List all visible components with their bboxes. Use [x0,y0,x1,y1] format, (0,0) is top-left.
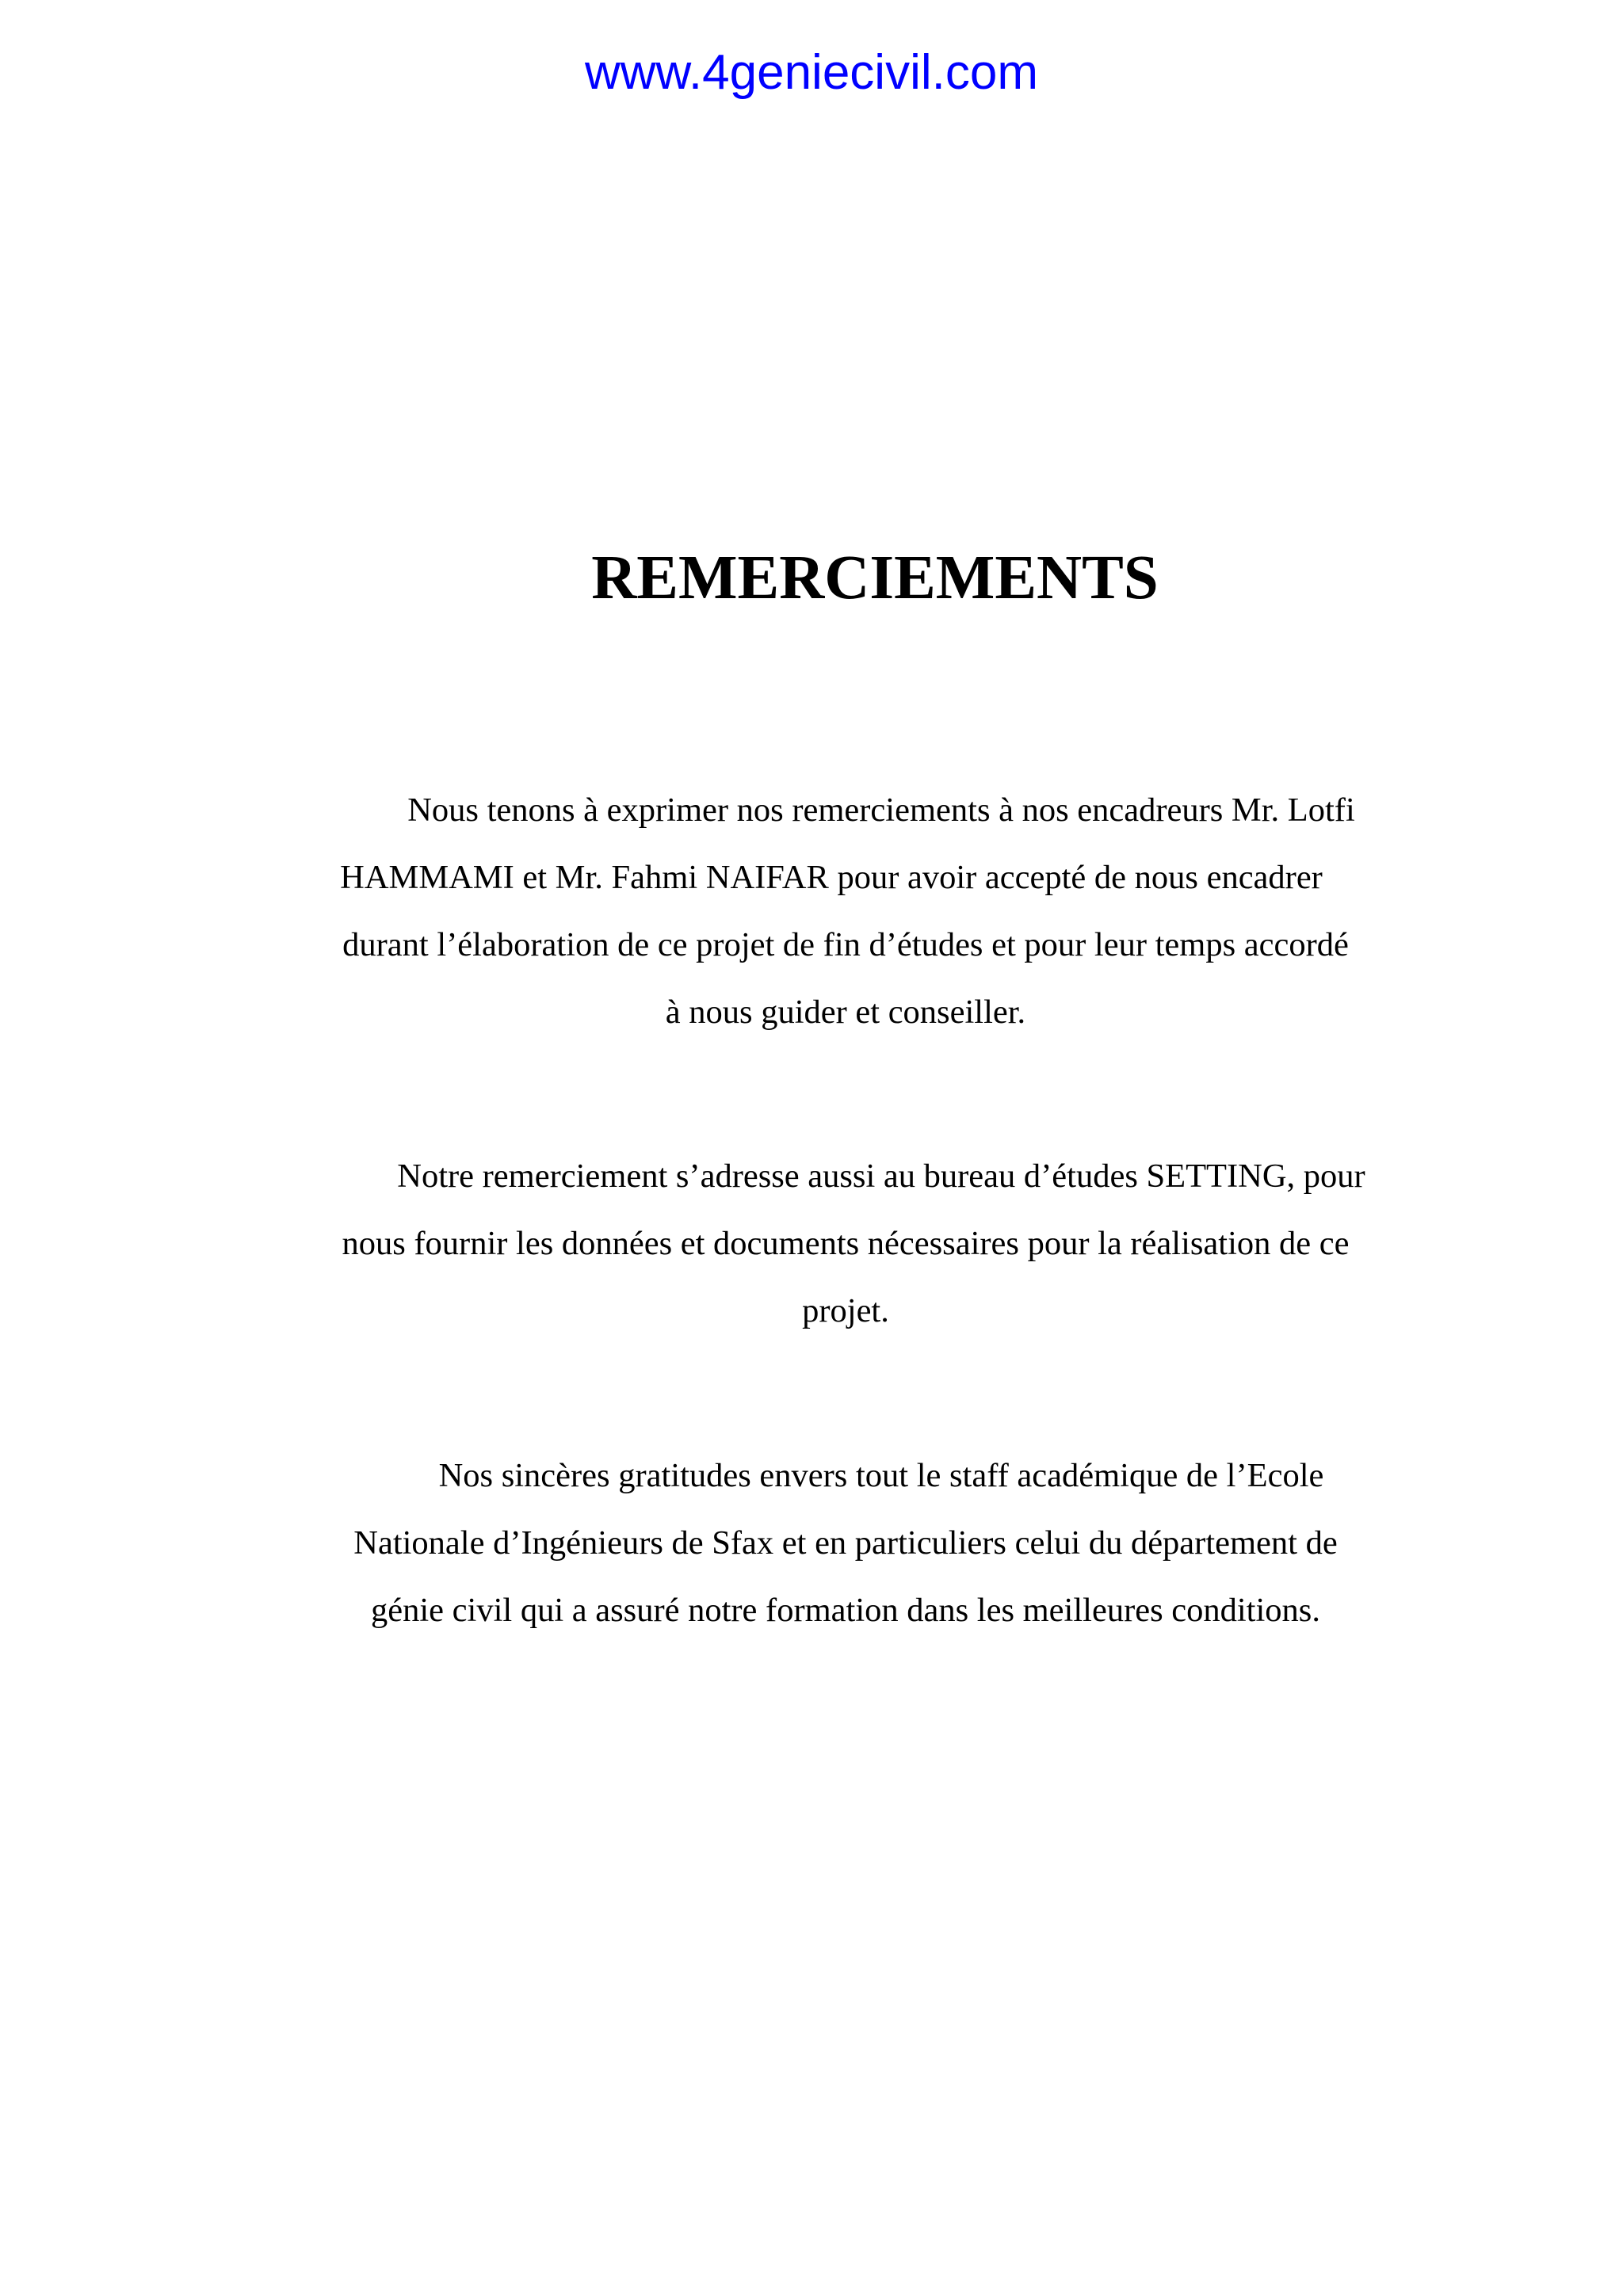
paragraph-line: Nationale d’Ingénieurs de Sfax et en particuliers celui du département de [353,1524,1338,1562]
page-title: REMERCIEMENTS [591,543,1159,612]
paragraph-line: génie civil qui a assuré notre formation dans les meilleures conditions. [371,1592,1320,1629]
acknowledgement-paragraph-school [263,1442,1428,1644]
acknowledgement-paragraph-setting [263,1142,1428,1344]
website-watermark: www.4geniecivil.com [585,45,1038,100]
paragraph-line: HAMMAMI et Mr. Fahmi NAIFAR pour avoir accepté de nous encadrer [340,859,1323,896]
paragraph-line: durant l’élaboration de ce projet de fin d’études et pour leur temps accordé [342,926,1349,963]
paragraph-line: Nous tenons à exprimer nos remerciements à nos encadreurs Mr. Lotfi [407,791,1355,829]
paragraph-line: à nous guider et conseiller. [665,994,1026,1031]
paragraph-line: nous fournir les données et documents nécessaires pour la réalisation de ce [342,1225,1350,1262]
acknowledgement-paragraph-supervisors [263,776,1428,1046]
paragraph-line: projet. [802,1292,889,1329]
paragraph-line: Notre remerciement s’adresse aussi au bureau d’études SETTING, pour [397,1158,1365,1195]
paragraph-line: Nos sincères gratitudes envers tout le staff académique de l’Ecole [438,1457,1324,1494]
